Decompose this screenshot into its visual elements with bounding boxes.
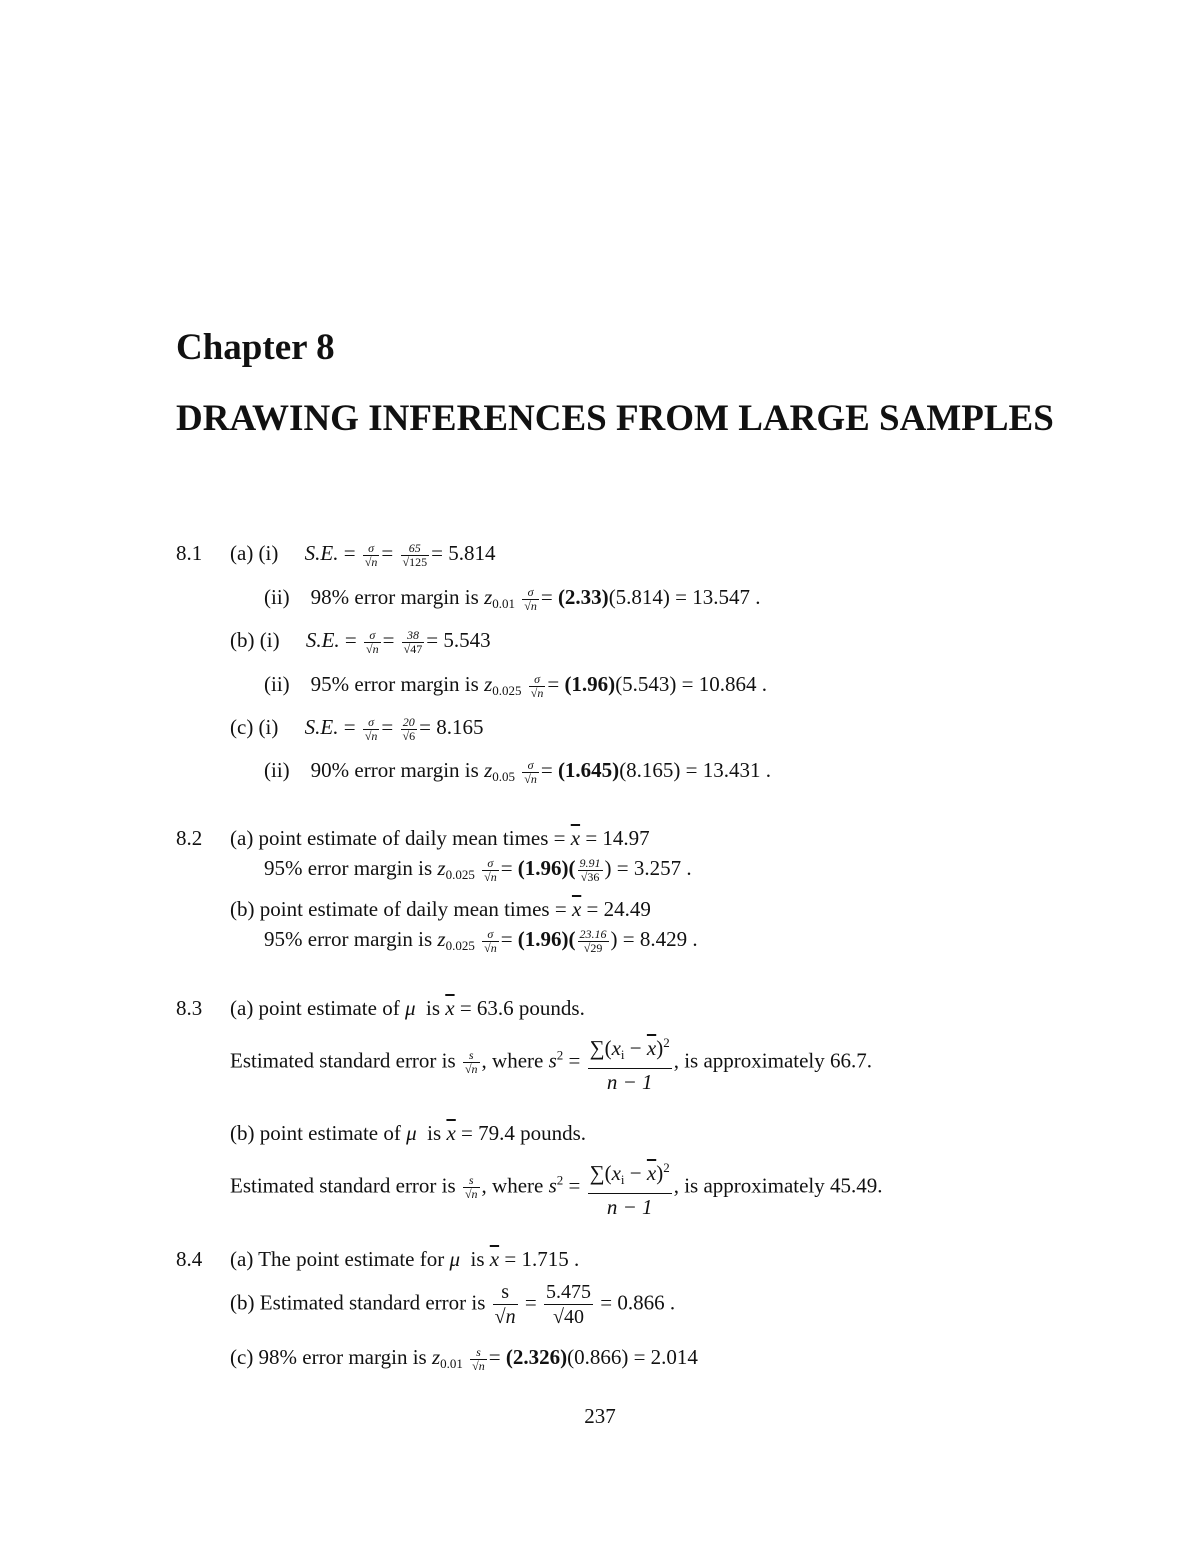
p82-b-error: 95% error margin is $z_{0.025}$ $\frac{\sigma}{√n}$ = (1.96)( $\frac{23.16}{√29}$ ) = 8.429 . <box>264 926 698 955</box>
problem-8-2-number: 8.2 <box>176 826 203 850</box>
chapter-heading: Chapter 8 <box>176 327 335 368</box>
p81-a-i: (a) (i) S.E. = $\frac{\sigma}{√n}$ = $\frac{65}{√125}$ = 5.814 <box>230 540 496 569</box>
p81-c-ii: (ii) 90% error margin is $z_{0.05}$ $\frac{\sigma}{√n}$ = (1.645)(8.165) = 13.431 . <box>264 757 772 786</box>
p83-b-estimate: (b) point estimate of μ is $\overline{x} = 79.4$ pounds. <box>230 1121 587 1145</box>
chapter-title: DRAWING INFERENCES FROM LARGE SAMPLES <box>176 398 1054 439</box>
p82-a-estimate: (a) point estimate of daily mean times = $\overline{x} = 14.97$ <box>230 826 650 850</box>
p83-a-standard-error: Estimated standard error is $\frac{s}{√n}$ , where $s^2$ = $\frac{\sum(x_i - \overline{x})^2}{n - 1}$ , is approximately 66.7. <box>230 1030 872 1095</box>
p84-c: (c) 98% error margin is $z_{0.01}$ $\frac{s}{√n}$ = (2.326)(0.866) = 2.014 <box>230 1344 698 1373</box>
p84-b: (b) Estimated standard error is $\frac{s}{√n}$ = $\frac{5.475}{√40}$ = 0.866 . <box>230 1281 676 1328</box>
p81-c-i: (c) (i) S.E. = $\frac{\sigma}{√n}$ = $\frac{20}{√6}$ = 8.165 <box>230 714 484 743</box>
p82-a-error: 95% error margin is $z_{0.025}$ $\frac{\sigma}{√n}$ = (1.96)( $\frac{9.91}{√36}$ ) = 3.257 . <box>264 855 692 884</box>
p82-b-estimate: (b) point estimate of daily mean times = $\overline{x} = 24.49$ <box>230 897 651 921</box>
p81-a-ii: (ii) 98% error margin is $z_{0.01}$ $\frac{\sigma}{√n}$ = (2.33)(5.814) = 13.547 . <box>264 584 761 613</box>
problem-8-1-number: 8.1 <box>176 541 203 565</box>
p81-b-i: (b) (i) S.E. = $\frac{\sigma}{√n}$ = $\frac{38}{√47}$ = 5.543 <box>230 627 491 656</box>
problem-8-3-number: 8.3 <box>176 996 203 1020</box>
problem-8-4-number: 8.4 <box>176 1247 203 1271</box>
p84-a: (a) The point estimate for μ is $\overline{x} = 1.715$ . <box>230 1247 580 1271</box>
p81-b-ii: (ii) 95% error margin is $z_{0.025}$ $\frac{\sigma}{√n}$ = (1.96)(5.543) = 10.864 . <box>264 671 768 700</box>
page-number: 237 <box>584 1404 616 1428</box>
p83-b-standard-error: Estimated standard error is $\frac{s}{√n}$ , where $s^2$ = $\frac{\sum(x_i - \overline{x})^2}{n - 1}$ , is approximately 45.49. <box>230 1155 883 1220</box>
p83-a-estimate: (a) point estimate of μ is $\overline{x} = 63.6$ pounds. <box>230 996 585 1020</box>
